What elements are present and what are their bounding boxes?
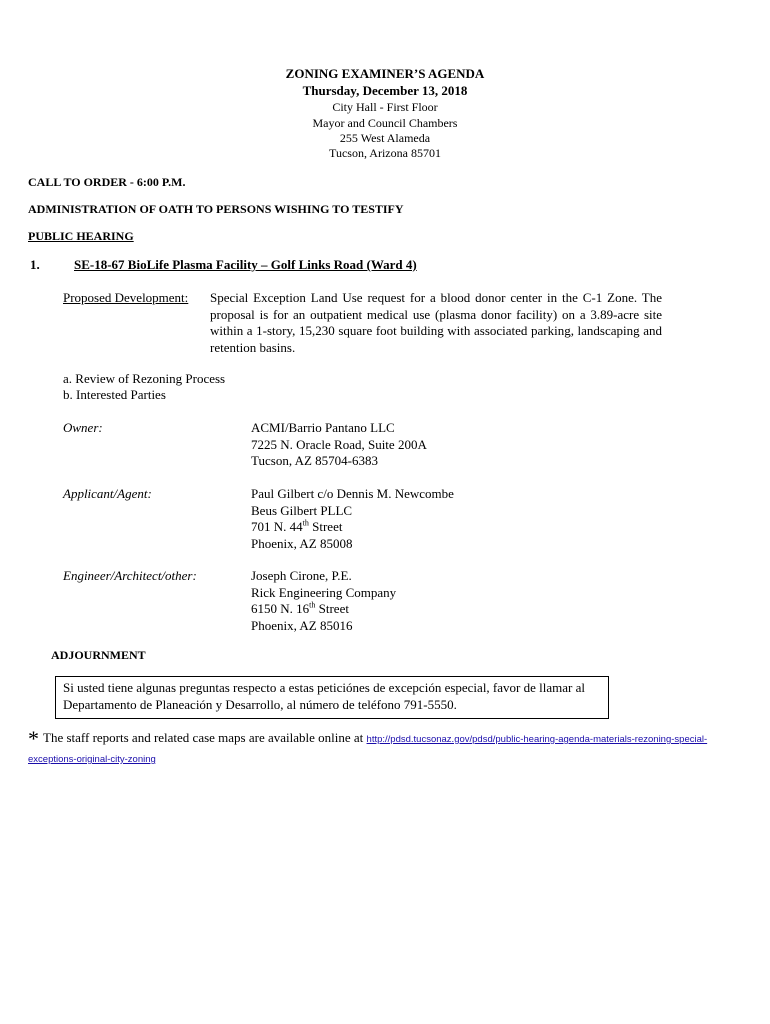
address-line: City Hall - First Floor <box>332 100 438 114</box>
call-to-order-heading: CALL TO ORDER - 6:00 P.M. <box>28 175 186 189</box>
list-item: a. Review of Rezoning Process <box>63 371 226 386</box>
proposed-development-label: Proposed Development: <box>63 290 189 305</box>
applicant-line: Phoenix, AZ 85008 <box>251 535 353 551</box>
engineer-line: Phoenix, AZ 85016 <box>251 617 353 633</box>
asterisk-icon: * <box>28 726 39 751</box>
staff-reports-link[interactable]: http://pdsd.tucsonaz.gov/pdsd/public-hearing-agenda-materials-rezoning-special-exceptions-original-city-zoning <box>28 734 708 765</box>
owner-line: 7225 N. Oracle Road, Suite 200A <box>251 436 427 452</box>
meeting-date: Thursday, December 13, 2018 <box>302 83 468 98</box>
list-item: b. Interested Parties <box>63 387 166 402</box>
applicant-line: Paul Gilbert c/o Dennis M. Newcombe <box>251 486 454 501</box>
adjournment-heading: ADJOURNMENT <box>51 648 146 662</box>
applicant-line: Beus Gilbert PLLC <box>251 502 353 518</box>
owner-line: ACMI/Barrio Pantano LLC <box>251 420 395 435</box>
engineer-line: Joseph Cirone, P.E. <box>251 568 352 583</box>
applicant-street: 701 N. 44th Street <box>251 518 343 534</box>
proposed-development-text: Special Exception Land Use request for a blood donor center in the C-1 Zone. The proposal is for an outpatient medical use (plasma donor facility) on a 3.89-acre site within a 1-story, 15,230 square foot building with associated parking, landscaping and retention basins. <box>210 290 662 355</box>
owner-line: Tucson, AZ 85704-6383 <box>251 453 379 468</box>
engineer-label: Engineer/Architect/other: <box>63 568 197 583</box>
agenda-title: ZONING EXAMINER’S AGENDA <box>285 66 485 81</box>
address-line: 255 West Alameda <box>339 131 431 145</box>
owner-label: Owner: <box>63 420 103 435</box>
applicant-label: Applicant/Agent: <box>63 486 152 501</box>
applicant-info <box>251 486 454 552</box>
oath-heading: ADMINISTRATION OF OATH TO PERSONS WISHING TO TESTIFY <box>28 202 404 216</box>
agenda-item <box>30 257 417 273</box>
footer-text: The staff reports and related case maps are available online at <box>43 730 367 745</box>
owner-info <box>251 420 427 470</box>
public-hearing-heading: PUBLIC HEARING <box>28 229 134 243</box>
address-line: Mayor and Council Chambers <box>312 116 458 130</box>
item-number: 1. <box>30 257 40 272</box>
address-line: Tucson, Arizona 85701 <box>329 146 441 160</box>
engineer-line: Rick Engineering Company <box>251 584 397 600</box>
footer-note <box>28 726 748 769</box>
engineer-info <box>251 568 396 634</box>
item-title: SE-18-67 BioLife Plasma Facility – Golf Links Road (Ward 4) <box>74 257 417 272</box>
spanish-notice-box: Si usted tiene algunas preguntas respecto a estas peticiónes de excepción especial, favor de llamar al Departamento de Planeación y Desarrollo, al número de teléfono 791-5550. <box>55 676 609 719</box>
engineer-street: 6150 N. 16th Street <box>251 600 349 616</box>
